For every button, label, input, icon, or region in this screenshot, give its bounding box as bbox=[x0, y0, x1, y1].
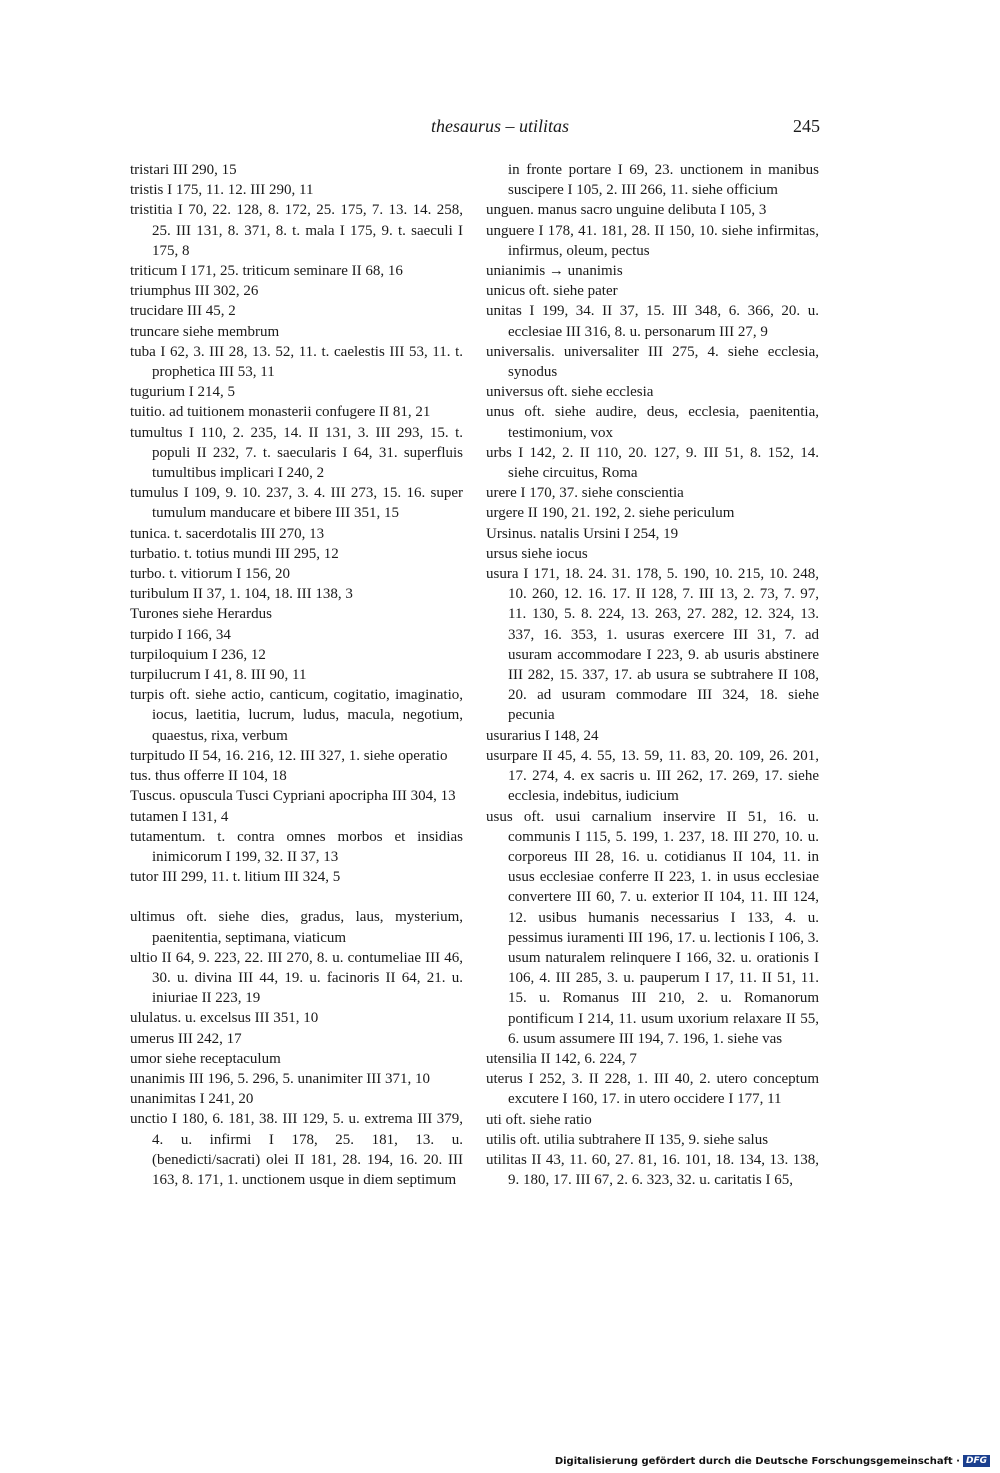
section-gap bbox=[130, 887, 463, 907]
index-entry: ultimus oft. siehe dies, gradus, laus, mysterium, paenitentia, septimana, viaticum bbox=[130, 909, 463, 946]
index-entry: Ursinus. natalis Ursini I 254, 19 bbox=[486, 525, 679, 542]
index-entry: unanimis III 196, 5. 296, 5. unanimiter III 371, 10 bbox=[130, 1070, 430, 1087]
running-head-title: thesaurus – utilitas bbox=[430, 116, 569, 136]
index-entry: triumphus III 302, 26 bbox=[130, 283, 259, 300]
index-entry: unguen. manus sacro unguine delibuta I 105, 3 bbox=[486, 202, 767, 219]
index-entry: tristitia I 70, 22. 128, 8. 172, 25. 175, 7. 13. 14. 258, 25. III 131, 8. 371, 8. t. mala I 175, 9. t. saeculi I 175, 8 bbox=[130, 202, 463, 259]
index-entry: unicus oft. siehe pater bbox=[486, 283, 618, 300]
index-entry: universus oft. siehe ecclesia bbox=[486, 384, 654, 401]
index-entry: tuba I 62, 3. III 28, 13. 52, 11. t. caelestis III 53, 11. t. prophetica III 53, 11 bbox=[130, 343, 463, 381]
index-entry: tutor III 299, 11. t. litium III 324, 5 bbox=[130, 869, 341, 886]
index-entry: utensilia II 142, 6. 224, 7 bbox=[486, 1050, 637, 1067]
index-entry: tristis I 175, 11. 12. III 290, 11 bbox=[130, 182, 314, 199]
index-entry: unianimis → unanimis bbox=[486, 263, 623, 280]
index-entry: unctio I 180, 6. 181, 38. III 129, 5. u. extrema III 379, 4. u. infirmi I 178, 25. 181, 13. u. (benedicti/sacrati) olei II 181, 28. 194, 16. 20. III 163, 8. 171, 1. unctionem usque in diem septimum bbox=[130, 1111, 463, 1188]
index-entry: umor siehe receptaculum bbox=[130, 1050, 281, 1067]
index-entry: utilis oft. utilia subtrahere II 135, 9. siehe salus bbox=[486, 1131, 769, 1148]
index-entry: trucidare III 45, 2 bbox=[130, 303, 236, 320]
index-entry: turpitudo II 54, 16. 216, 12. III 327, 1. siehe operatio bbox=[130, 747, 448, 764]
index-entry: tugurium I 214, 5 bbox=[130, 384, 235, 401]
index-entry: umerus III 242, 17 bbox=[130, 1030, 242, 1047]
index-entry: triticum I 171, 25. triticum seminare II 68, 16 bbox=[130, 263, 403, 280]
index-entry: Tuscus. opuscula Tusci Cypriani apocripha III 304, 13 bbox=[130, 788, 456, 805]
index-column-left bbox=[130, 160, 463, 1190]
index-entry: tumultus I 110, 2. 235, 14. II 131, 3. III 293, 15. t. populi II 232, 7. t. saecularis I 64, 31. superfluis tumultibus implicari I 240, 2 bbox=[130, 424, 463, 482]
index-entry: turpiloquium I 236, 12 bbox=[130, 646, 266, 663]
index-entry: unus oft. siehe audire, deus, ecclesia, paenitentia, testimonium, vox bbox=[486, 404, 819, 441]
index-entry: turbatio. t. totius mundi III 295, 12 bbox=[130, 545, 339, 562]
index-entry: usurarius I 148, 24 bbox=[486, 727, 599, 744]
index-entry: unitas I 199, 34. II 37, 15. III 348, 6. 366, 20. u. ecclesiae III 316, 8. u. personarum III 27, 9 bbox=[486, 303, 819, 340]
index-entry: ululatus. u. excelsus III 351, 10 bbox=[130, 1010, 319, 1027]
index-entry: unguere I 178, 41. 181, 28. II 150, 10. siehe infirmitas, infirmus, oleum, pectus bbox=[486, 222, 819, 259]
page-number: 245 bbox=[793, 116, 820, 136]
index-entry-continuation: in fronte portare I 69, 23. unctionem in manibus suscipere I 105, 2. III 266, 11. siehe officium bbox=[508, 162, 819, 199]
index-entry: urere I 170, 37. siehe conscientia bbox=[486, 485, 684, 502]
index-entry: universalis. universaliter III 275, 4. siehe ecclesia, synodus bbox=[486, 343, 819, 381]
index-entry: tristari III 290, 15 bbox=[130, 162, 237, 178]
index-entry: tutamentum. t. contra omnes morbos et insidias inimicorum I 199, 32. II 37, 13 bbox=[130, 828, 463, 865]
index-entry: tunica. t. sacerdotalis III 270, 13 bbox=[130, 525, 325, 542]
index-entry: usurpare II 45, 4. 55, 13. 59, 11. 83, 20. 109, 26. 201, 17. 274, 4. ex sacris u. III 262, 17. 269, 17. siehe ecclesia, indebitus, iudicium bbox=[486, 747, 819, 805]
index-entry: Turones siehe Herardus bbox=[130, 606, 272, 623]
index-entry: unanimitas I 241, 20 bbox=[130, 1091, 254, 1108]
footer-credit bbox=[555, 1455, 990, 1467]
index-entry: turpis oft. siehe actio, canticum, cogitatio, imaginatio, iocus, laetitia, lucrum, ludus, macula, negotium, quaestus, rixa, verbum bbox=[130, 687, 463, 744]
index-entry: turbo. t. vitiorum I 156, 20 bbox=[130, 566, 290, 583]
index-entry: uterus I 252, 3. II 228, 1. III 40, 2. utero conceptum excutere I 160, 17. in utero occidere I 177, 11 bbox=[486, 1071, 819, 1108]
footer-text: Digitalisierung gefördert durch die Deutsche Forschungsgemeinschaft · bbox=[554, 1455, 960, 1467]
index-entry: utilitas II 43, 11. 60, 27. 81, 16. 101, 18. 134, 13. 138, 9. 180, 17. III 67, 2. 6. 323, 32. u. caritatis I 65, bbox=[486, 1151, 819, 1189]
index-entry: tumulus I 109, 9. 10. 237, 3. 4. III 273, 15. 16. super tumulum manducare et bibere III 351, 15 bbox=[130, 485, 463, 522]
index-entry: ursus siehe iocus bbox=[486, 545, 588, 562]
index-entry: tuitio. ad tuitionem monasterii confugere II 81, 21 bbox=[130, 404, 431, 421]
dfg-logo: DFG bbox=[963, 1455, 990, 1467]
index-entry: tutamen I 131, 4 bbox=[130, 808, 229, 825]
index-entry: tus. thus offerre II 104, 18 bbox=[130, 768, 287, 785]
index-entry: turibulum II 37, 1. 104, 18. III 138, 3 bbox=[130, 586, 353, 603]
index-entry: uti oft. siehe ratio bbox=[486, 1111, 592, 1128]
index-entry: turpido I 166, 34 bbox=[130, 626, 231, 643]
index-entry: urgere II 190, 21. 192, 2. siehe periculum bbox=[486, 505, 735, 522]
index-entry: usus oft. usui carnalium inservire II 51, 16. u. communis I 115, 5. 199, 1. 237, 18. III 270, 10. u. corporeus III 28, 16. u. cotidianus II 104, 11. in usus ecclesiae conferre II 223, 1. in usus ecclesiae convertere III 60, 7. u. exterior II 104, 11. III 124, 12. usibus humanis necessarius I 133, 4. u. pessimus iuramenti III 196, 17. u. lectionis I 106, 3. usum naturalem relinquere I 166, 32. u. orationis I 106, 4. III 285, 3. u. pauperum I 17, 11. II 51, 11. 15. u. Romanus III 210, 2. u. Romanorum pontificum I 214, 11. usum uxorium relaxare II 55, 6. usum assumere III 194, 7. 196, 1. siehe vas bbox=[486, 808, 819, 1047]
index-entry: urbs I 142, 2. II 110, 20. 127, 9. III 51, 8. 152, 14. siehe circuitus, Roma bbox=[486, 444, 819, 482]
index-entry: ultio II 64, 9. 223, 22. III 270, 8. u. contumeliae III 46, 30. u. divina III 44, 19. u. facinoris II 64, 21. u. iniuriae II 223, 19 bbox=[130, 949, 463, 1007]
index-column-right bbox=[486, 160, 819, 1190]
index-entry: turpilucrum I 41, 8. III 90, 11 bbox=[130, 667, 307, 684]
index-entry: truncare siehe membrum bbox=[130, 323, 280, 340]
index-entry: usura I 171, 18. 24. 31. 178, 5. 190, 10. 215, 10. 248, 10. 260, 12. 16. 17. II 128, 7. III 13, 2. 73, 7. 97, 11. 130, 5. 8. 224, 13. 263, 27. 282, 12. 324, 13. 337, 16. 353, 1. usuras exercere III 31, 7. ad usuram accommodare I 223, 9. ab usuris abstinere III 282, 15. 337, 17. ab usura se subtrahere II 108, 20. ad usuram commodare III 324, 18. siehe pecunia bbox=[486, 566, 819, 724]
